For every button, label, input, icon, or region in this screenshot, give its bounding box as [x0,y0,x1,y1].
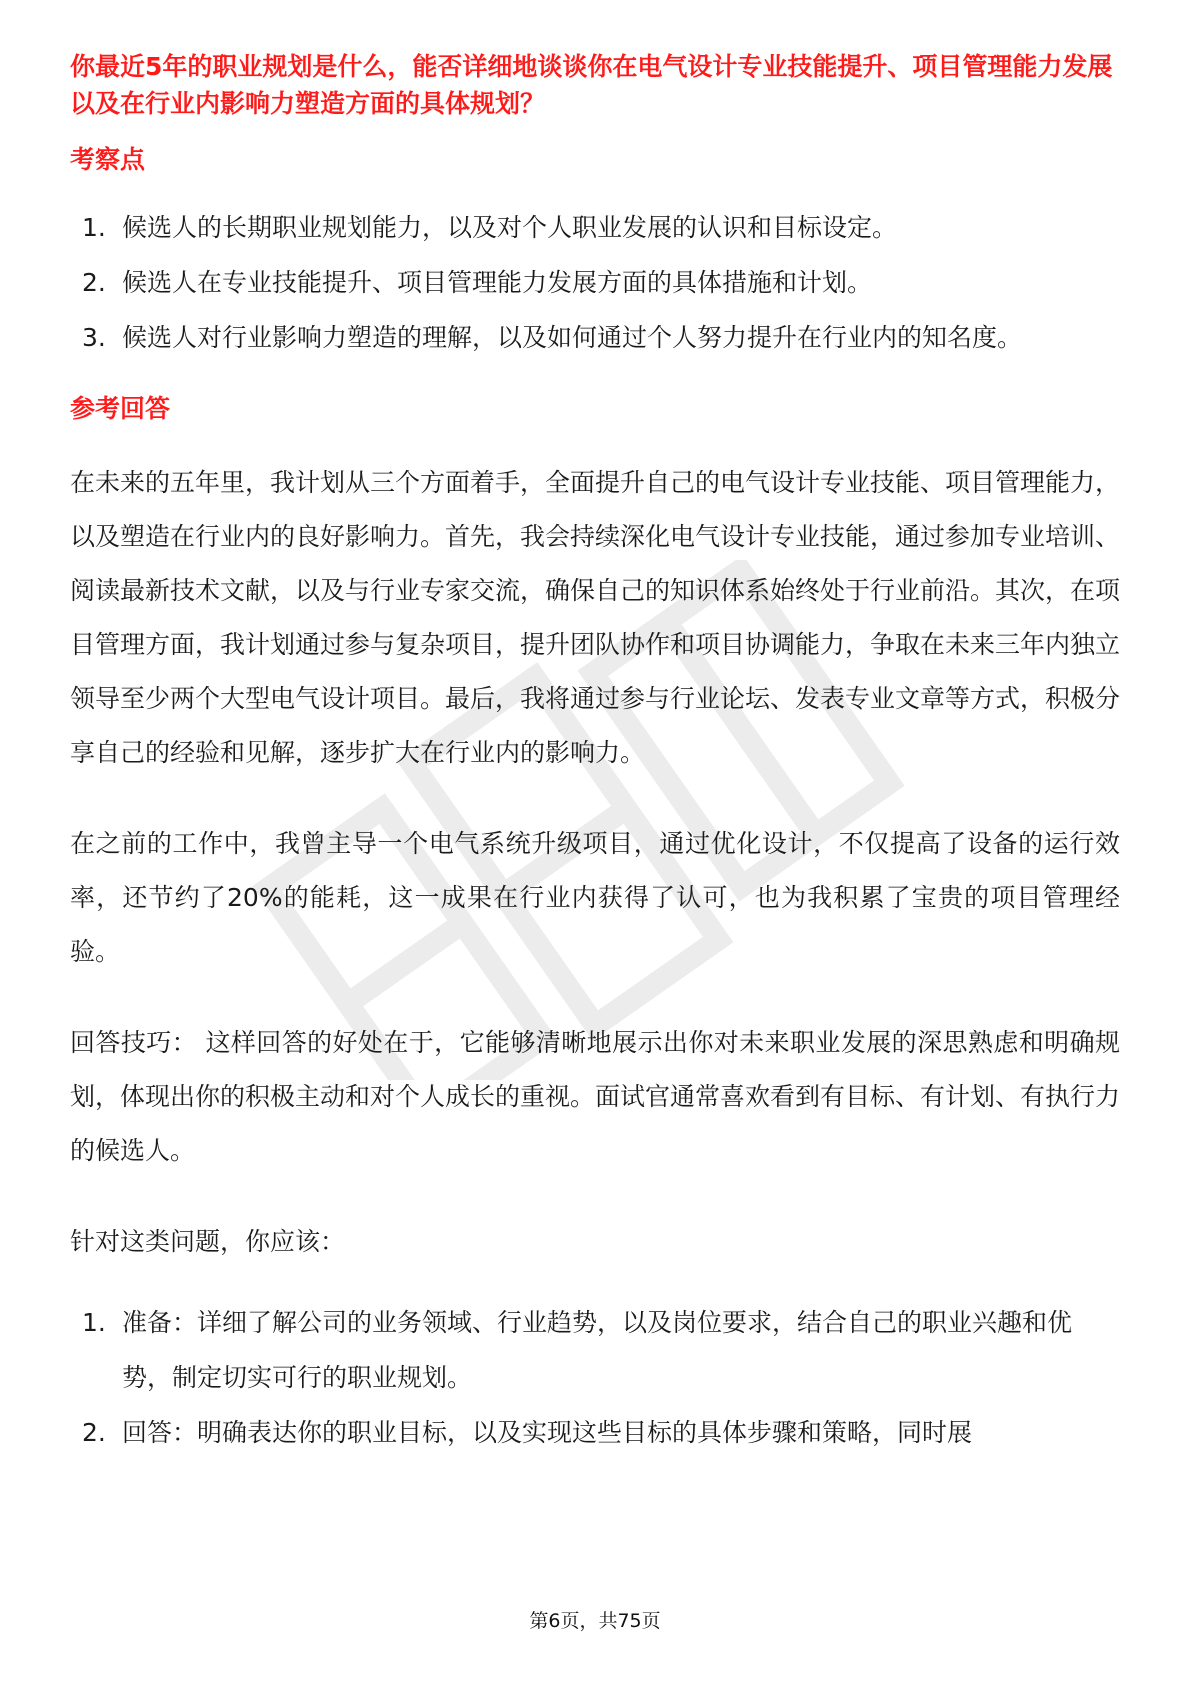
answer-paragraph: 在未来的五年里，我计划从三个方面着手，全面提升自己的电气设计专业技能、项目管理能力，以及塑造在行业内的良好影响力。首先，我会持续深化电气设计专业技能，通过参加专业培训、阅读最新技术文献，以及与行业专家交流，确保自己的知识体系始终处于行业前沿。其次，在项目管理方面，我计划通过参与复杂项目，提升团队协作和项目协调能力，争取在未来三年内独立领导至少两个大型电气设计项目。最后，我将通过参与行业论坛、发表专业文章等方式，积极分享自己的经验和见解，逐步扩大在行业内的影响力。 [70,468,1121,767]
list-item [70,1405,1120,1460]
list-item-text: 回答：明确表达你的职业目标，以及实现这些目标的具体步骤和策略，同时展 [122,1418,973,1447]
assessment-list [70,200,1120,365]
list-item-number: 1. [82,1308,106,1337]
assessment-heading: 考察点 [70,145,146,174]
list-item-text: 候选人的长期职业规划能力，以及对个人职业发展的认识和目标设定。 [122,213,898,242]
list-item [70,200,1120,255]
advice-list [70,1295,1120,1460]
answer-heading: 参考回答 [70,394,171,423]
advice-intro: 针对这类问题，你应该： [70,1227,346,1256]
list-item-number: 2. [82,268,106,297]
list-item [70,310,1120,365]
list-item-number: 1. [82,213,106,242]
tips-paragraph: 回答技巧： 这样回答的好处在于，它能够清晰地展示出你对未来职业发展的深思熟虑和明确规划，体现出你的积极主动和对个人成长的重视。面试官通常喜欢看到有目标、有计划、有执行力的候选人。 [70,1028,1121,1165]
list-item [70,255,1120,310]
answer-paragraph: 在之前的工作中，我曾主导一个电气系统升级项目，通过优化设计，不仅提高了设备的运行效率，还节约了20%的能耗，这一成果在行业内获得了认可，也为我积累了宝贵的项目管理经验。 [70,829,1120,966]
list-item-text: 准备：详细了解公司的业务领域、行业趋势，以及岗位要求，结合自己的职业兴趣和优势，制定切实可行的职业规划。 [122,1308,1073,1392]
content-area [70,48,1120,1460]
list-item-text: 候选人在专业技能提升、项目管理能力发展方面的具体措施和计划。 [122,268,873,297]
list-item-number: 3. [82,323,106,352]
list-item-text: 候选人对行业影响力塑造的理解，以及如何通过个人努力提升在行业内的知名度。 [122,323,1023,352]
page-number: 第6页，共75页 [529,1610,661,1632]
list-item [70,1295,1120,1405]
list-item-number: 2. [82,1418,106,1447]
question-title: 你最近5年的职业规划是什么，能否详细地谈谈你在电气设计专业技能提升、项目管理能力发展以及在行业内影响力塑造方面的具体规划？ [70,52,1113,118]
